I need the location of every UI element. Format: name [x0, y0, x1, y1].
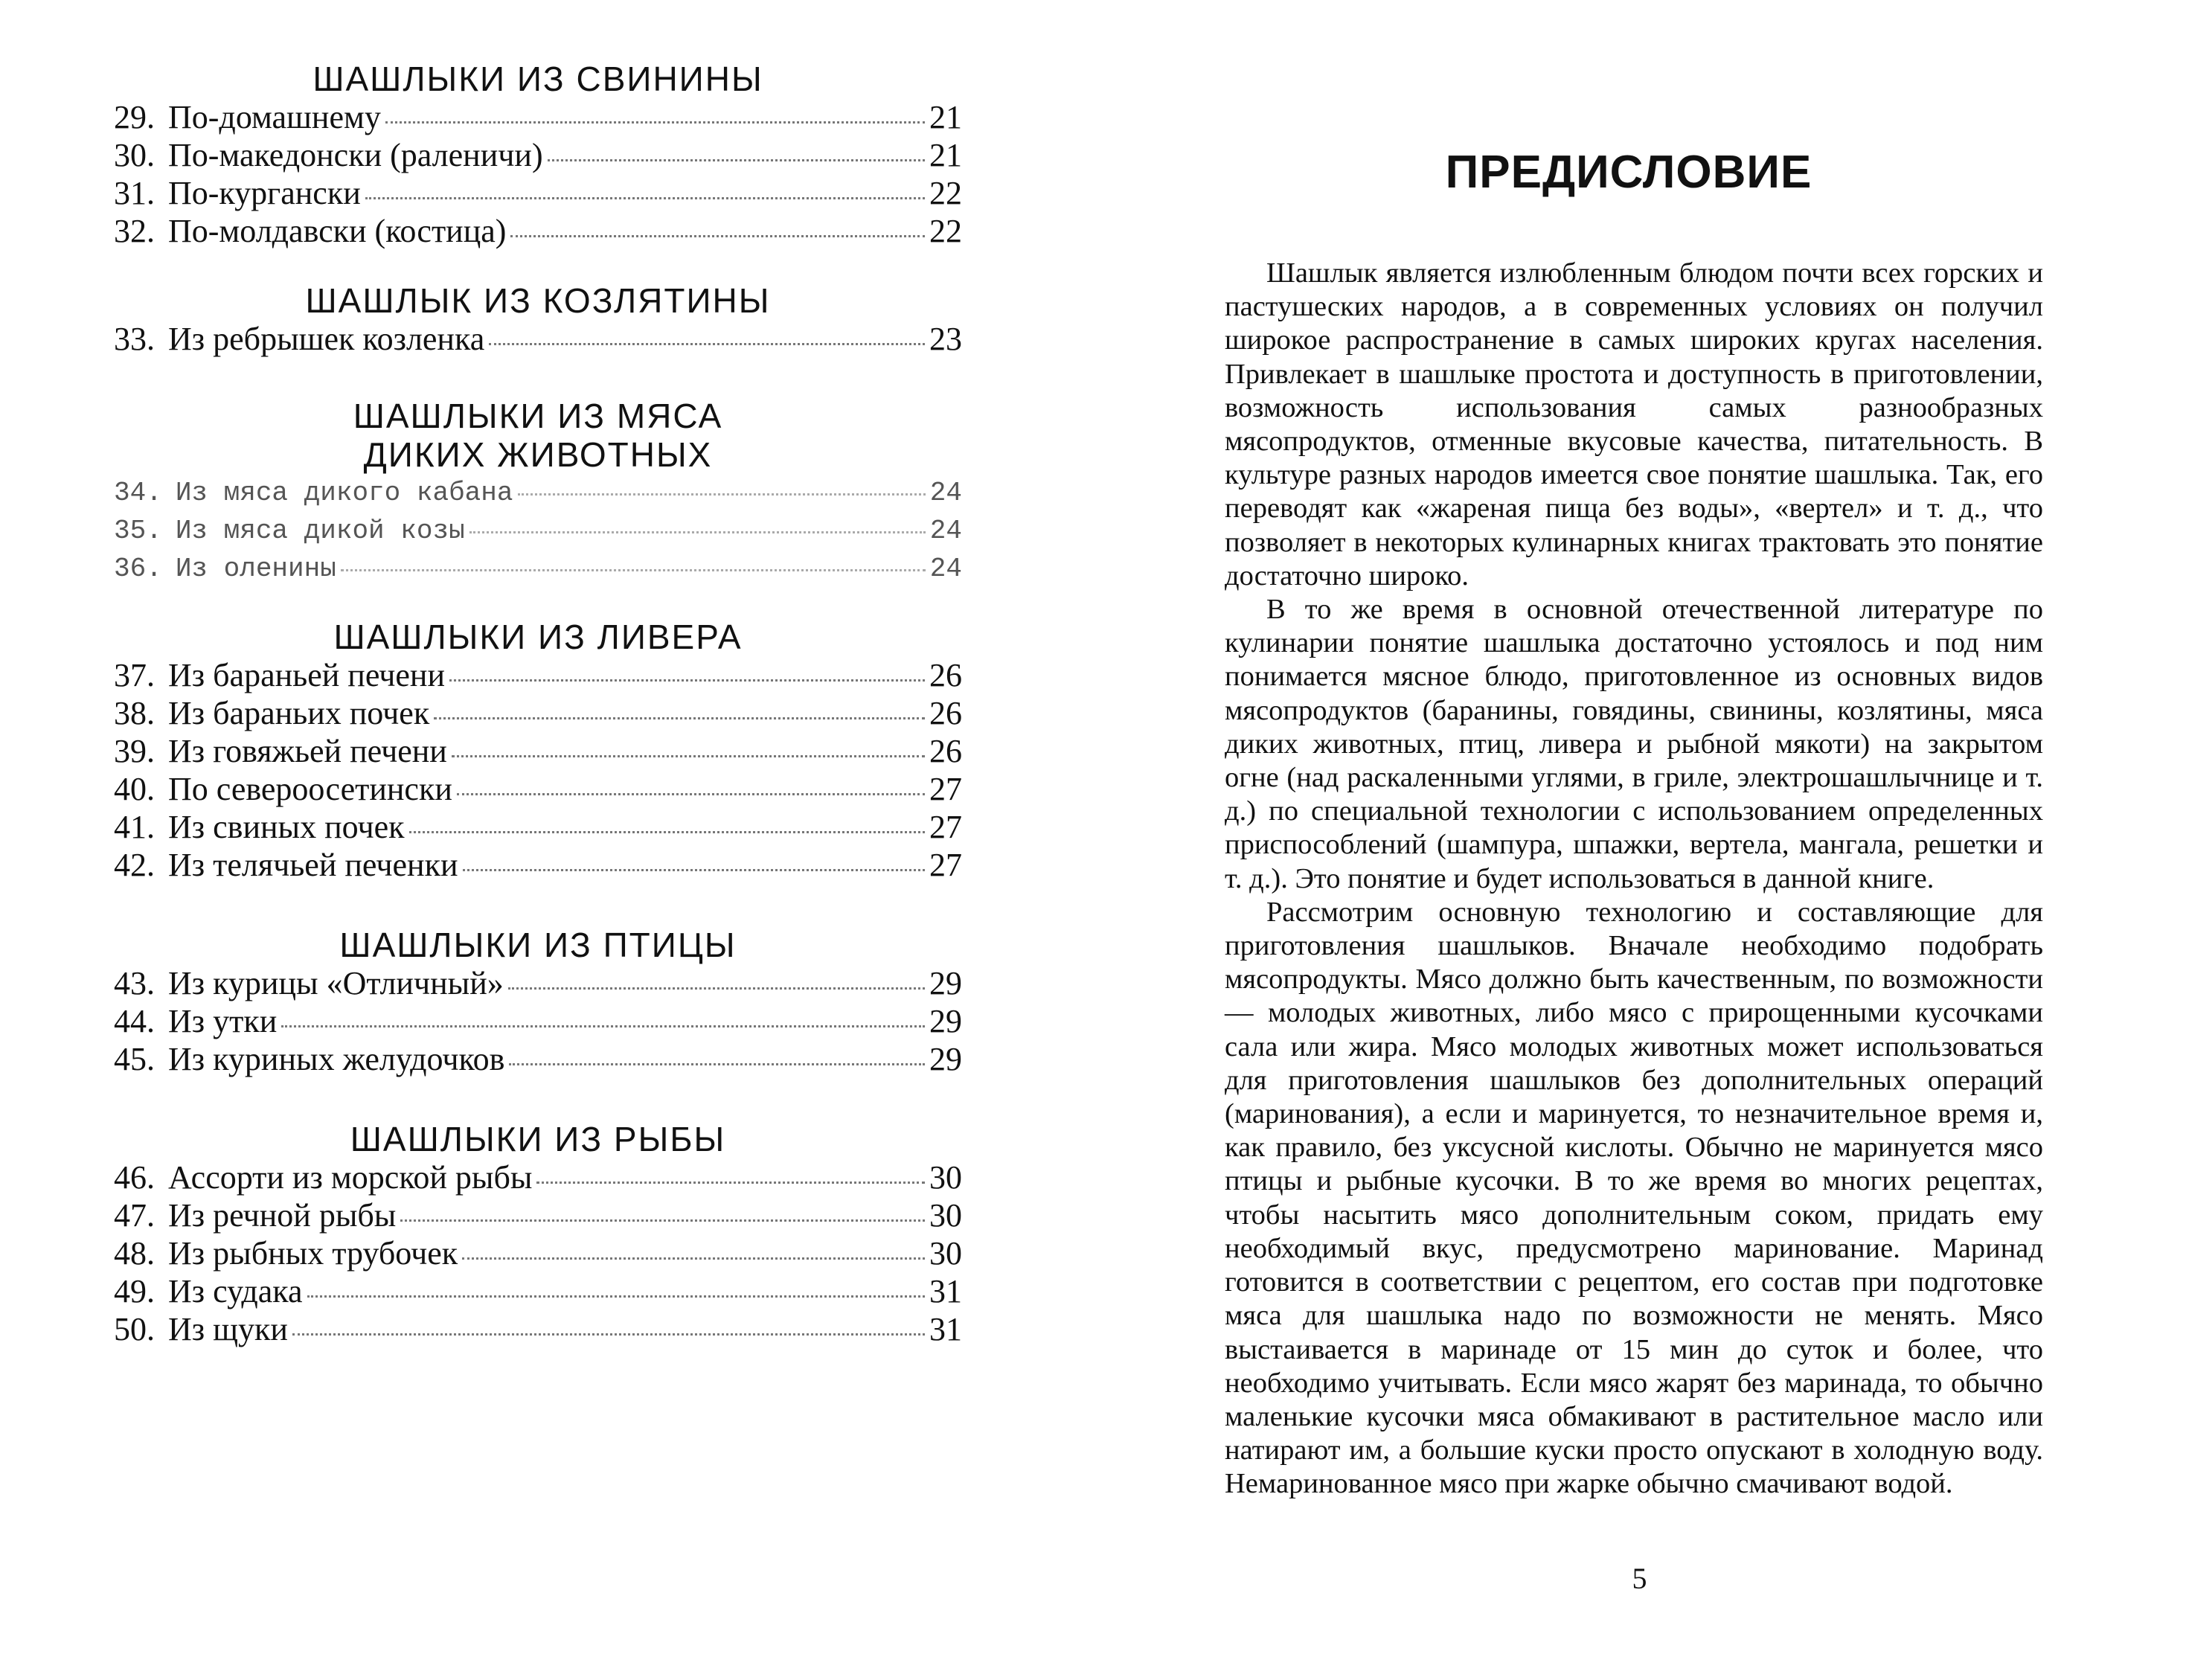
- toc-entry: [114, 550, 962, 588]
- toc-entry: [114, 1040, 962, 1078]
- right-page-preface: [1093, 0, 2186, 1680]
- dot-leader: [385, 121, 925, 124]
- table-of-contents: [114, 60, 962, 1348]
- toc-entry-page: 29: [929, 1003, 962, 1039]
- toc-entry: [114, 846, 962, 884]
- toc-entry-number: 33.: [114, 321, 155, 357]
- dot-leader: [536, 1182, 925, 1184]
- toc-entry-page: 30: [929, 1235, 962, 1272]
- toc-entry: [114, 174, 962, 212]
- preface-paragraph: Шашлык является излюбленным блюдом почти всех горских и пастушеских народов, а в современных условиях он получил широкое распространение в самых широких кругах населения. Привлекает в шашлыке простота и доступность в приготовлении, возможность использования самых разнообразных мясопродуктов, отменные вкусовые качества, питательность. В культуре разных народов имеется свое понятие шашлыка. Так, его переводят как «жареная пища без воды», «вертел» и т. д., что позволяет в некоторых кулинарных книгах трактовать это понятие достаточно широко.: [1225, 257, 2043, 591]
- toc-entry-page: 21: [929, 99, 962, 135]
- toc-entry-number: 35.: [114, 516, 162, 546]
- toc-entry-page: 22: [929, 213, 962, 249]
- toc-entry-number: 38.: [114, 695, 155, 731]
- toc-entry-number: 45.: [114, 1041, 155, 1077]
- toc-entry-number: 44.: [114, 1003, 155, 1039]
- toc-entry: [114, 1196, 962, 1234]
- toc-list: [114, 656, 962, 884]
- toc-entry-number: 39.: [114, 733, 155, 769]
- toc-entry-title: По-домашнему: [168, 99, 381, 135]
- toc-entry: [114, 656, 962, 694]
- toc-entry-title: Из судака: [168, 1273, 303, 1309]
- toc-entry-title: Из оленины: [175, 554, 336, 584]
- dot-leader: [508, 987, 925, 990]
- toc-entry-title: По-македонски (раленичи): [168, 137, 543, 173]
- toc-entry-page: 27: [929, 847, 962, 883]
- toc-entry-title: Из мяса дикой козы: [175, 516, 465, 546]
- toc-entry-page: 21: [929, 137, 962, 173]
- toc-entry-title: Из куриных желудочков: [168, 1041, 505, 1077]
- toc-heading-line: ШАШЛЫКИ ИЗ МЯСА: [353, 397, 723, 435]
- dot-leader: [489, 343, 925, 345]
- toc-entry-number: 46.: [114, 1159, 155, 1196]
- toc-entry-title: Из телячьей печенки: [168, 847, 458, 883]
- toc-list: [114, 320, 962, 358]
- toc-entry-number: 31.: [114, 175, 155, 211]
- toc-heading-line: ШАШЛЫКИ ИЗ ЛИВЕРА: [333, 618, 743, 656]
- toc-entry: [114, 1310, 962, 1348]
- toc-entry-title: Из мяса дикого кабана: [175, 478, 513, 508]
- toc-heading: [114, 60, 962, 98]
- toc-entry: [114, 320, 962, 358]
- toc-entry-number: 41.: [114, 809, 155, 845]
- dot-leader: [307, 1295, 926, 1298]
- section-spacer: [114, 358, 962, 397]
- dot-leader: [462, 1257, 925, 1260]
- toc-entry: [114, 512, 962, 550]
- preface-body: [1225, 257, 2043, 1501]
- toc-entry-number: 48.: [114, 1235, 155, 1272]
- toc-heading-line: ШАШЛЫК ИЗ КОЗЛЯТИНЫ: [305, 281, 771, 320]
- toc-entry-title: Из бараньей печени: [168, 657, 446, 693]
- toc-entry-number: 30.: [114, 137, 155, 173]
- toc-entry-title: Из щуки: [168, 1311, 288, 1347]
- toc-entry-number: 49.: [114, 1273, 155, 1309]
- section-spacer: [114, 884, 962, 926]
- dot-leader: [469, 531, 926, 533]
- toc-entry: [114, 212, 962, 250]
- toc-entry: [114, 1158, 962, 1196]
- preface-paragraph: В то же время в основной отечественной литературе по кулинарии понятие шашлыка достаточно устоялось и под ним понимается мясное блюдо, приготовленное из основных видов мясопродуктов (баранины, говядины, свинины, козлятины, мяса диких животных, птиц, ливера и рыбной мякоти) на закрытом огне (над раскаленными углями, в гриле, электрошашлычнице и т. д.) по специальной технологии с использованием определенных приспособлений (шампура, шпажки, вертела, мангала, решетки и т. д.). Это понятие и будет использоваться в данной книге.: [1225, 594, 2043, 894]
- toc-entry-number: 43.: [114, 965, 155, 1001]
- toc-entry-title: Из речной рыбы: [168, 1197, 397, 1234]
- toc-entry-number: 29.: [114, 99, 155, 135]
- toc-entry: [114, 808, 962, 846]
- dot-leader: [510, 235, 925, 237]
- toc-entry-page: 29: [929, 965, 962, 1001]
- toc-entry-page: 26: [929, 657, 962, 693]
- toc-entry-title: Из рыбных трубочек: [168, 1235, 458, 1272]
- toc-entry-title: Из курицы «Отличный»: [168, 965, 504, 1001]
- toc-heading-line: ШАШЛЫКИ ИЗ РЫБЫ: [350, 1120, 726, 1158]
- toc-entry-number: 34.: [114, 478, 162, 508]
- toc-heading: [114, 397, 962, 474]
- toc-entry: [114, 474, 962, 512]
- dot-leader: [449, 679, 925, 682]
- toc-entry-number: 50.: [114, 1311, 155, 1347]
- toc-entry: [114, 98, 962, 136]
- page-number: 5: [1632, 1562, 1647, 1595]
- toc-entry-title: Ассорти из морской рыбы: [168, 1159, 533, 1196]
- toc-heading: [114, 1120, 962, 1158]
- toc-entry-title: Из ребрышек козленка: [168, 321, 485, 357]
- toc-list: [114, 474, 962, 588]
- toc-section-wild-game: [114, 397, 962, 588]
- toc-heading-line: ШАШЛЫКИ ИЗ ПТИЦЫ: [339, 926, 737, 964]
- toc-entry: [114, 694, 962, 732]
- toc-list: [114, 1158, 962, 1348]
- toc-heading: [114, 618, 962, 656]
- toc-heading-line: ШАШЛЫКИ ИЗ СВИНИНЫ: [312, 60, 763, 98]
- dot-leader: [400, 1219, 925, 1222]
- preface-title: ПРЕДИСЛОВИЕ: [1445, 147, 1812, 198]
- toc-entry-title: Из свиных почек: [168, 809, 405, 845]
- toc-entry-title: По-кургански: [168, 175, 361, 211]
- dot-leader: [457, 793, 925, 795]
- toc-entry: [114, 770, 962, 808]
- toc-entry-page: 23: [929, 321, 962, 357]
- toc-entry-title: По-молдавски (костица): [168, 213, 507, 249]
- toc-entry: [114, 964, 962, 1002]
- dot-leader: [341, 569, 926, 571]
- toc-entry: [114, 732, 962, 770]
- toc-section-poultry: [114, 926, 962, 1078]
- toc-entry-page: 24: [929, 478, 962, 508]
- toc-entry-number: 42.: [114, 847, 155, 883]
- toc-entry-page: 31: [929, 1273, 962, 1309]
- toc-entry-title: По североосетински: [168, 771, 452, 807]
- toc-entry: [114, 136, 962, 174]
- toc-section-pork: [114, 60, 962, 250]
- toc-entry-page: 22: [929, 175, 962, 211]
- toc-entry-page: 30: [929, 1159, 962, 1196]
- toc-entry-number: 40.: [114, 771, 155, 807]
- dot-leader: [509, 1063, 925, 1065]
- toc-entry-title: Из говяжьей печени: [168, 733, 447, 769]
- dot-leader: [518, 493, 926, 496]
- toc-entry-number: 32.: [114, 213, 155, 249]
- dot-leader: [463, 869, 926, 871]
- dot-leader: [452, 755, 925, 757]
- toc-entry-page: 27: [929, 809, 962, 845]
- toc-entry-page: 24: [929, 554, 962, 584]
- toc-entry-page: 27: [929, 771, 962, 807]
- toc-list: [114, 98, 962, 250]
- toc-entry-page: 30: [929, 1197, 962, 1234]
- section-spacer: [114, 588, 962, 618]
- toc-entry-number: 37.: [114, 657, 155, 693]
- dot-leader: [409, 831, 925, 833]
- toc-entry-number: 47.: [114, 1197, 155, 1234]
- toc-list: [114, 964, 962, 1078]
- toc-section-fish: [114, 1120, 962, 1348]
- toc-heading: [114, 281, 962, 320]
- toc-entry: [114, 1234, 962, 1272]
- toc-entry: [114, 1272, 962, 1310]
- section-spacer: [114, 1078, 962, 1120]
- section-spacer: [114, 250, 962, 281]
- toc-heading: [114, 926, 962, 964]
- toc-entry-page: 24: [929, 516, 962, 546]
- dot-leader: [365, 197, 925, 199]
- toc-entry-page: 29: [929, 1041, 962, 1077]
- toc-entry-title: Из утки: [168, 1003, 278, 1039]
- toc-section-offal: [114, 618, 962, 884]
- dot-leader: [292, 1333, 925, 1336]
- toc-entry-page: 31: [929, 1311, 962, 1347]
- preface-paragraph: Рассмотрим основную технологию и составляющие для приготовления шашлыков. Вначале необходимо подобрать мясопродукты. Мясо должно быть качественным, по возможности — молодых животных, либо мясо с прирощенными кусочками сала или жира. Мясо молодых животных может использоваться для приготовления шашлыков без дополнительных операций (маринования), а если и маринуется, то незначительное время и, как правило, без уксусной кислоты. Обычно не маринуется мясо птицы и рыбные кусочки. В то же время во многих рецептах, чтобы насытить мясо дополнительным соком, придать ему необходимый вкус, предусмотрено маринование. Маринад готовится в соответствии с рецептом, его состав при подготовке мяса для шашлыка надо по возможности не менять. Мясо выстаивается в маринаде от 15 мин до суток и более, что необходимо учитывать. Если мясо жарят без маринада, то обычно маленькие кусочки мяса обмакивают в растительное масло или натирают им, а большие куски просто опускают в холодную воду. Немаринованное мясо при жарке обычно смачивают водой.: [1225, 896, 2043, 1500]
- toc-entry: [114, 1002, 962, 1040]
- toc-entry-number: 36.: [114, 554, 162, 584]
- toc-entry-title: Из бараньих почек: [168, 695, 430, 731]
- dot-leader: [548, 159, 925, 161]
- toc-entry-page: 26: [929, 733, 962, 769]
- toc-section-goat: [114, 281, 962, 358]
- toc-heading-line: ДИКИХ ЖИВОТНЫХ: [363, 435, 713, 474]
- dot-leader: [434, 717, 925, 719]
- dot-leader: [281, 1025, 925, 1027]
- toc-entry-page: 26: [929, 695, 962, 731]
